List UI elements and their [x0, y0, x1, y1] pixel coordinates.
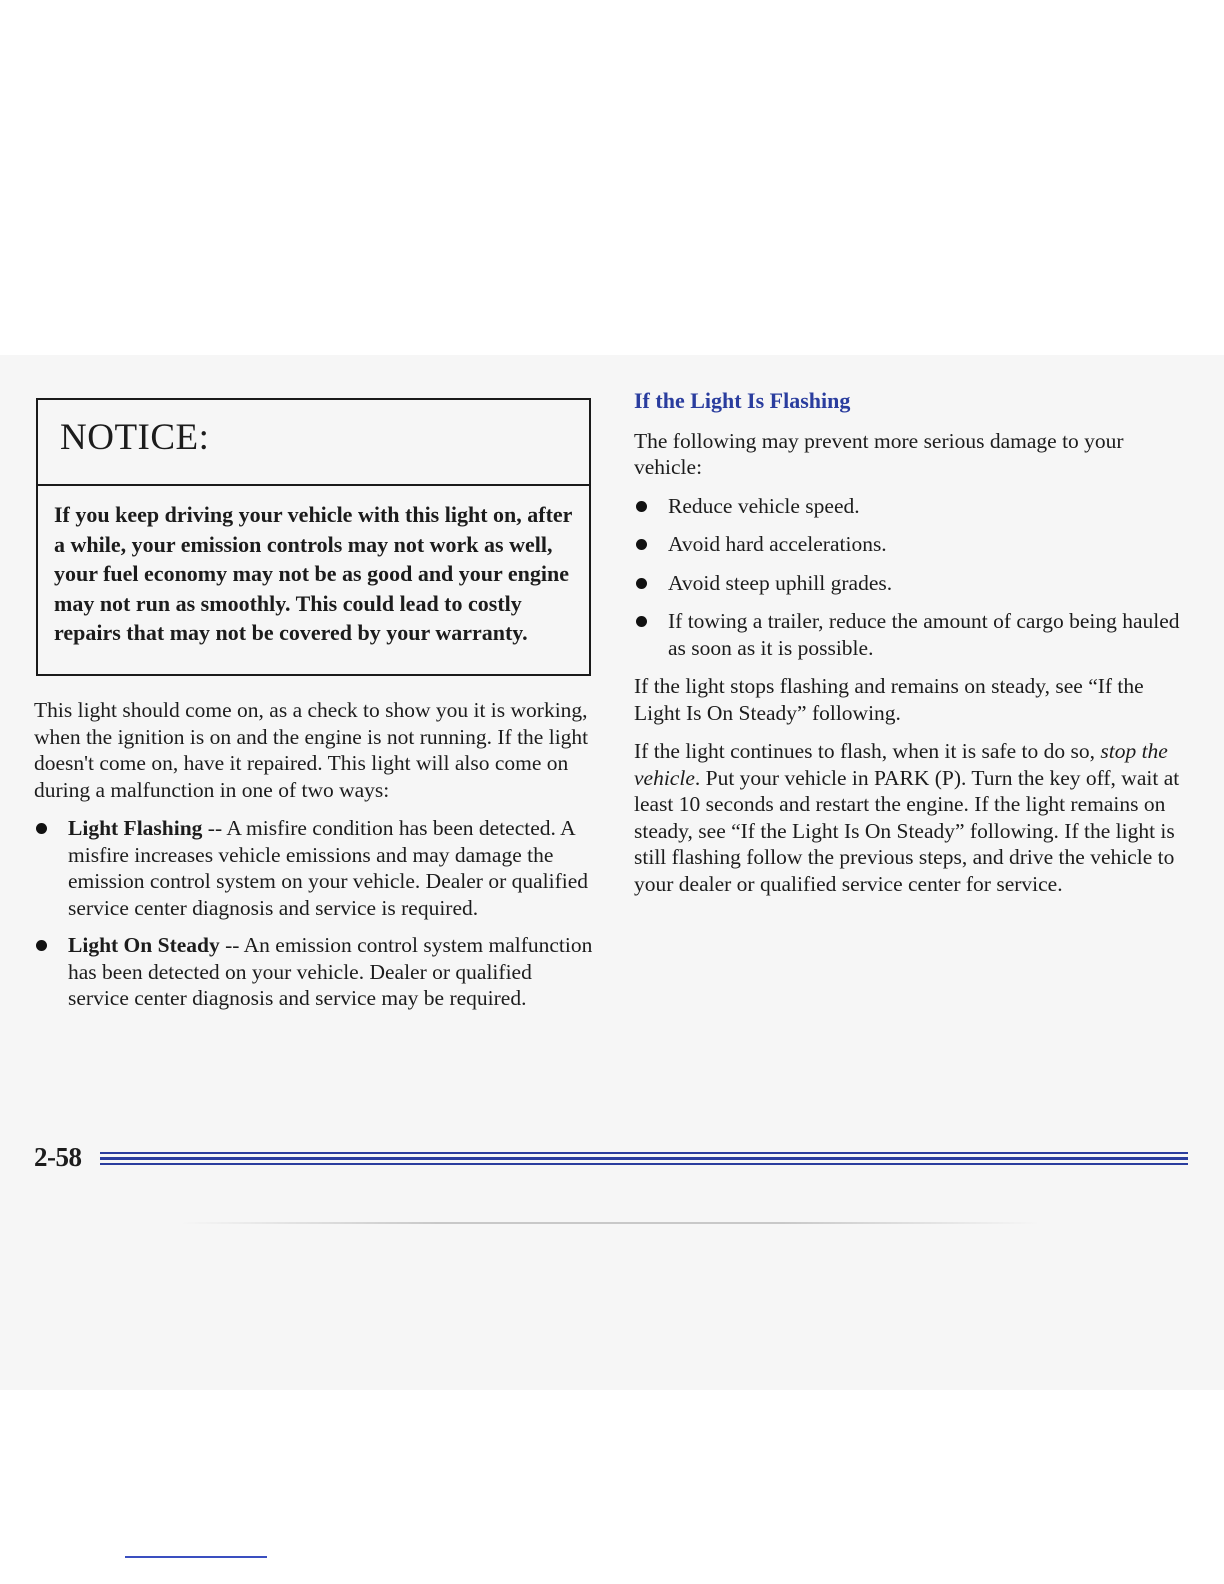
list-item — [634, 531, 1194, 558]
bullet-icon — [636, 539, 647, 550]
section-intro: The following may prevent more serious damage to your vehicle: — [634, 428, 1124, 479]
bullet-icon — [36, 940, 47, 951]
steady-reference-paragraph: If the light stops flashing and remains on steady, see “If the Light Is On Steady” following. — [634, 674, 1144, 725]
notice-body: If you keep driving your vehicle with this light on, after a while, your emission controls may not work as well, your fuel economy may not be as good and your engine may not run as smoothly. This could lead to costly repairs that may not be covered by your warranty. — [54, 502, 573, 645]
term-separator: -- — [202, 816, 227, 840]
paragraph-text-start: If the light continues to flash, when it is safe to do so, — [634, 739, 1101, 763]
bullet-icon — [636, 616, 647, 627]
list-item — [634, 608, 1194, 661]
list-item-text: Avoid steep uphill grades. — [668, 570, 893, 595]
light-modes-list — [34, 815, 594, 1012]
emphasis-stop-vehicle: stop the vehicle — [634, 739, 1168, 790]
term-separator: -- — [219, 933, 244, 957]
list-item — [634, 493, 1194, 520]
footer-rule — [100, 1163, 1188, 1165]
section-heading: If the Light Is Flashing — [634, 388, 851, 413]
list-item-text: Reduce vehicle speed. — [668, 493, 860, 518]
notice-box — [36, 398, 591, 676]
bullet-icon — [636, 578, 647, 589]
bullet-icon — [36, 823, 47, 834]
list-item-text: If towing a trailer, reduce the amount of cargo being hauled as soon as it is possible. — [668, 609, 1180, 660]
light-flashing-description: A misfire condition has been detected. A misfire increases vehicle emissions and may damage the emission control system on your vehicle. Dealer or qualified service center diagnosis and service is required. — [68, 816, 589, 920]
intro-paragraph: This light should come on, as a check to show you it is working, when the ignition is on and the engine is not running. If the light doesn't come on, have it repaired. This light will also come on during a malfunction in one of two ways: — [34, 698, 589, 802]
right-column — [634, 388, 1194, 909]
left-column — [34, 697, 594, 1023]
page-edge-line — [180, 1222, 1040, 1224]
term-light-flashing: Light Flashing — [68, 816, 203, 840]
term-light-on-steady: Light On Steady — [68, 933, 220, 957]
bullet-icon — [636, 501, 647, 512]
list-item-light-on-steady — [34, 932, 594, 1012]
footer-rule — [100, 1157, 1188, 1160]
list-item — [634, 570, 1194, 597]
paragraph-text-end: . Put your vehicle in PARK (P). Turn the key off, wait at least 10 seconds and restart the engine. If the light remains on steady, see “If the Light Is On Steady” following. If the light is still flashing follow the previous steps, and drive the vehicle to your dealer or qualified service center for service. — [634, 765, 1180, 896]
list-item-light-flashing — [34, 815, 594, 921]
page-number: 2-58 — [34, 1142, 82, 1172]
list-item-text: Avoid hard accelerations. — [668, 532, 887, 556]
link-underline — [125, 1556, 267, 1558]
light-on-steady-description: An emission control system malfunction has been detected on your vehicle. Dealer or qualified service center diagnosis and service may be required. — [68, 933, 593, 1010]
footer-rule — [100, 1152, 1188, 1154]
prevention-steps-list — [634, 493, 1194, 662]
notice-title: NOTICE: — [38, 400, 589, 486]
continue-flashing-paragraph — [634, 738, 1194, 897]
